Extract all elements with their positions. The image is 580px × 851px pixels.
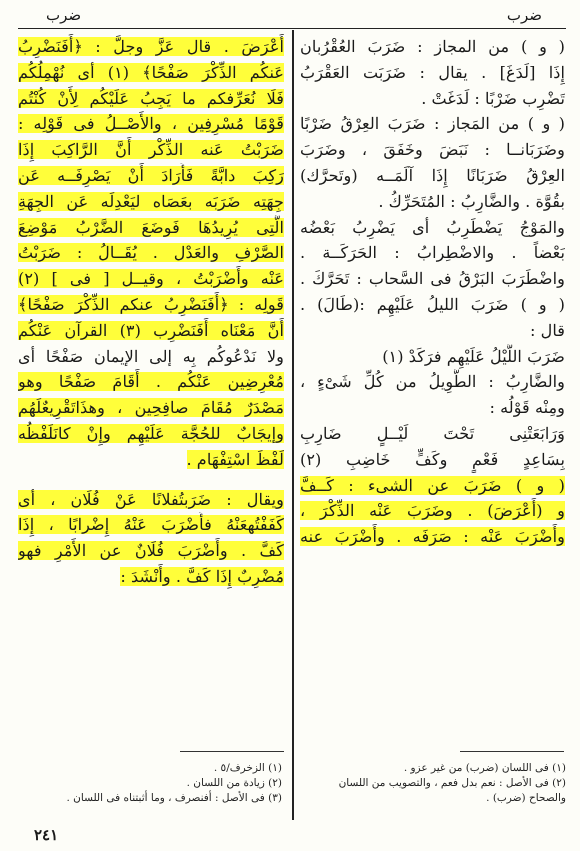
- line-text: إِذَا [لَدَغَ] . يقال : ضَرَبَت العَقْرَبُ: [300, 62, 565, 82]
- highlighted-text: ( و ) ضَرَبَ عن الشىء : كَــفَّ: [300, 475, 565, 495]
- text-line: [300, 137, 565, 163]
- text-line: [300, 111, 565, 137]
- footnote: والصحاح (ضرب) .: [486, 792, 566, 804]
- line-text: ولا نَدْعُوكُم بِه إلى الإيمان صَفْحًا أى: [18, 346, 284, 366]
- text-line: [18, 215, 284, 241]
- line-text: العِرْقُ ضَرَبَانًا إِذَا آلَمَــه (وتَحرَّك): [300, 165, 565, 185]
- text-line: [300, 266, 565, 292]
- highlighted-text: مَصْدَرٌ مُقَامَ صافِحِين ، وهذَاتَقْرِيعٌلَهُم: [18, 398, 284, 418]
- header-rule: [18, 28, 566, 29]
- text-line: [300, 86, 565, 112]
- text-line: [300, 34, 565, 60]
- footnote: (٣) فى الأصل : أفنصرف ، وما أثبتناه فى اللسان .: [66, 792, 282, 804]
- text-line: [18, 111, 284, 137]
- text-line: [18, 564, 284, 590]
- text-line: [300, 318, 565, 344]
- text-line: [18, 447, 284, 473]
- text-line: [300, 189, 565, 215]
- highlighted-text: وإيجَابٌ للحُجَّة عَلَيْهِم وإِنْ كانَلَفْظُه: [18, 423, 284, 443]
- text-line: [300, 344, 565, 370]
- line-text: ( و ) ضَرَبَ الليلُ عَلَيْهِم :(طَالَ) .: [300, 294, 565, 314]
- line-text: قال :: [529, 320, 565, 340]
- highlighted-text: مُعْرِضِين عَنْكُم . أَقَامَ صَفْحًا وهو: [18, 372, 284, 392]
- highlighted-text: عَنْه وأَضْرَبْتُ ، وقيــل [ فى ] (٢): [18, 269, 284, 289]
- text-line: [300, 60, 565, 86]
- highlighted-text: مُضْرِبٌ إِذَا كَفَّ . وأَنْشَدَ :: [120, 566, 284, 586]
- footnotes-left: [22, 761, 282, 806]
- highlighted-text: فَلَا نُعَرِّفكم ما يَجِبُ عَلَيْكُم لِأَنْ كُنْتُم: [18, 88, 284, 108]
- text-line: [18, 240, 284, 266]
- right-column: [300, 34, 565, 550]
- line-text: وضَرَبَانــا : نَبَضَ وخَفَقَ ، وضَرَبَ: [300, 140, 565, 160]
- text-line: [18, 395, 284, 421]
- running-header-right: ضرب: [506, 6, 542, 24]
- highlighted-text: قَوْمًا مُسْرِفِين ، والأَصْــلُ فى قَوْلِه :: [18, 114, 284, 134]
- text-line: [18, 60, 284, 86]
- text-line: [300, 498, 565, 524]
- text-line: [300, 421, 565, 447]
- text-line: [18, 266, 284, 292]
- footnote-rule-right: [460, 751, 564, 752]
- text-line: [18, 318, 284, 344]
- footnotes-right: [304, 761, 566, 806]
- text-line: [300, 292, 565, 318]
- line-text: ضَرَبَ اللَّيْلُ عَلَيْهِم فرَكَدْ (١): [382, 346, 565, 366]
- text-line: [300, 240, 565, 266]
- text-line: [18, 163, 284, 189]
- text-line: [18, 344, 284, 370]
- text-line: [18, 369, 284, 395]
- footnote: (١) الزخرف/٥ .: [213, 762, 282, 774]
- footnote: (٢) زيادة من اللسان .: [186, 777, 282, 789]
- highlighted-text: الَّتِى يُرِيدُهَا فَوضَعَ الضَّرْبُ مَوْضِعَ: [18, 217, 284, 237]
- text-line: [300, 395, 565, 421]
- highlighted-text: و (أَعْرَضَ) . وضَرَبَ عَنْه الذِّكْرَ ،: [300, 501, 565, 521]
- running-header-left: ضرب: [46, 6, 82, 24]
- highlighted-text: أَعْرَضَ . قال عَزَّ وجلَّ : ﴿أَفَنَضْرِبُ: [18, 37, 284, 56]
- highlighted-text: قَولِه : ﴿أَفَنَضْرِبُ عنكم الذِّكْرَ صَفْحًا﴾: [18, 294, 284, 314]
- text-line: [300, 524, 565, 550]
- text-line: [300, 369, 565, 395]
- highlighted-text: ضَرَبْتُ عَنه الذِّكْر أَنَّ الرَّاكِبَ إِذَا: [18, 140, 284, 160]
- text-line: [300, 473, 565, 499]
- text-line: [18, 512, 284, 538]
- highlighted-text: كَفَّ . وأَضْرَبَ فُلَانٌ عن الأَمْرِ فهو: [18, 541, 284, 561]
- line-text: ومِنْه قَوْلُه :: [489, 398, 565, 418]
- text-line: [18, 34, 284, 60]
- highlighted-text: كَفَفْتُهعَنْهُ فأَضْرَبَ عَنْهُ إِضْرابًا ، إِذَا: [18, 515, 284, 535]
- line-text: بقُوَّة . والضَّارِبُ : المُتَحَرِّكُ .: [378, 191, 565, 211]
- left-column: [18, 34, 284, 590]
- text-line: [18, 538, 284, 564]
- text-line: [18, 487, 284, 513]
- text-line: [18, 137, 284, 163]
- footnote: (٢) فى الأصل : نعم بدل فعم ، والتصويب من اللسان: [338, 777, 566, 789]
- text-line: [18, 189, 284, 215]
- text-line: [18, 86, 284, 112]
- line-text: بِسَاعِدٍ فَعْمٍ وكَفٍّ خَاضِبِ (٢): [300, 449, 565, 469]
- line-text: والمَوْجُ يَضْطَرِبُ أى يَضْرِبُ بَعْضُه: [300, 217, 565, 237]
- line-text: تَضْرِب ضَرْبًا : لَدَغَتْ .: [421, 88, 565, 108]
- highlighted-text: لَفْظَ اسْتِفْهَام .: [186, 449, 284, 469]
- footnote: (١) فى اللسان (ضرب) من غير عزو .: [403, 762, 566, 774]
- text-line: [18, 473, 284, 487]
- line-text: ( و ) من المجاز : ضَرَبَ العُقْرُبان: [300, 37, 565, 56]
- page-number: ٢٤١: [34, 826, 59, 844]
- text-line: [18, 292, 284, 318]
- column-divider: [292, 30, 294, 820]
- line-text: بَعْضاً . والاضْطِرابُ : الحَرَكَــة .: [300, 243, 565, 263]
- text-line: [300, 447, 565, 473]
- highlighted-text: رَكِبَ دابَّةً فَأَرَادَ أَنْ يَصْرِفَــه عَن: [18, 165, 284, 185]
- line-text: والضَّارِبُ : الطَّوِيلُ من كُلِّ شَىْءٍ ،: [300, 372, 565, 392]
- highlighted-text: الصَّرْفِ والعَدْل . يُقَــالُ : ضَرَبْتُ: [18, 243, 284, 263]
- highlighted-text: وأَضْرَبَ عَنْه : صَرَفَه . وأَضْرَبَ عنه: [300, 527, 565, 547]
- text-line: [18, 421, 284, 447]
- line-text: ( و ) من المَجاز : ضَرَبَ العِرْقُ ضَرْبًا: [300, 114, 565, 134]
- line-text: وَرَابَعَتْنِى تَحْتَ لَيْــلٍ ضَارِبِ: [300, 423, 565, 443]
- footnote-rule-left: [180, 751, 284, 752]
- text-line: [300, 163, 565, 189]
- text-line: [300, 215, 565, 241]
- highlighted-text: ويقال : ضَرَبتُفلانًا عَنْ فُلَان ، أى: [18, 489, 284, 509]
- highlighted-text: عَنكُم الذِّكْرَ صَفْحًا﴾ (١) أى نُهْمِلُكُم: [18, 62, 284, 82]
- highlighted-text: أَنَّ مَعْنَاه أَفَنَضْرِب (٣) القرآن عَنْكُم: [18, 320, 284, 340]
- line-text: واضْطَرَبَ البَرْقُ فى السَّحاب : تَحَرَّكَ .: [300, 269, 565, 289]
- highlighted-text: جِهَتِه ضَرَبَه بعَصَاه ليَعْدِلَه عَن الجِهَةِ: [18, 191, 284, 211]
